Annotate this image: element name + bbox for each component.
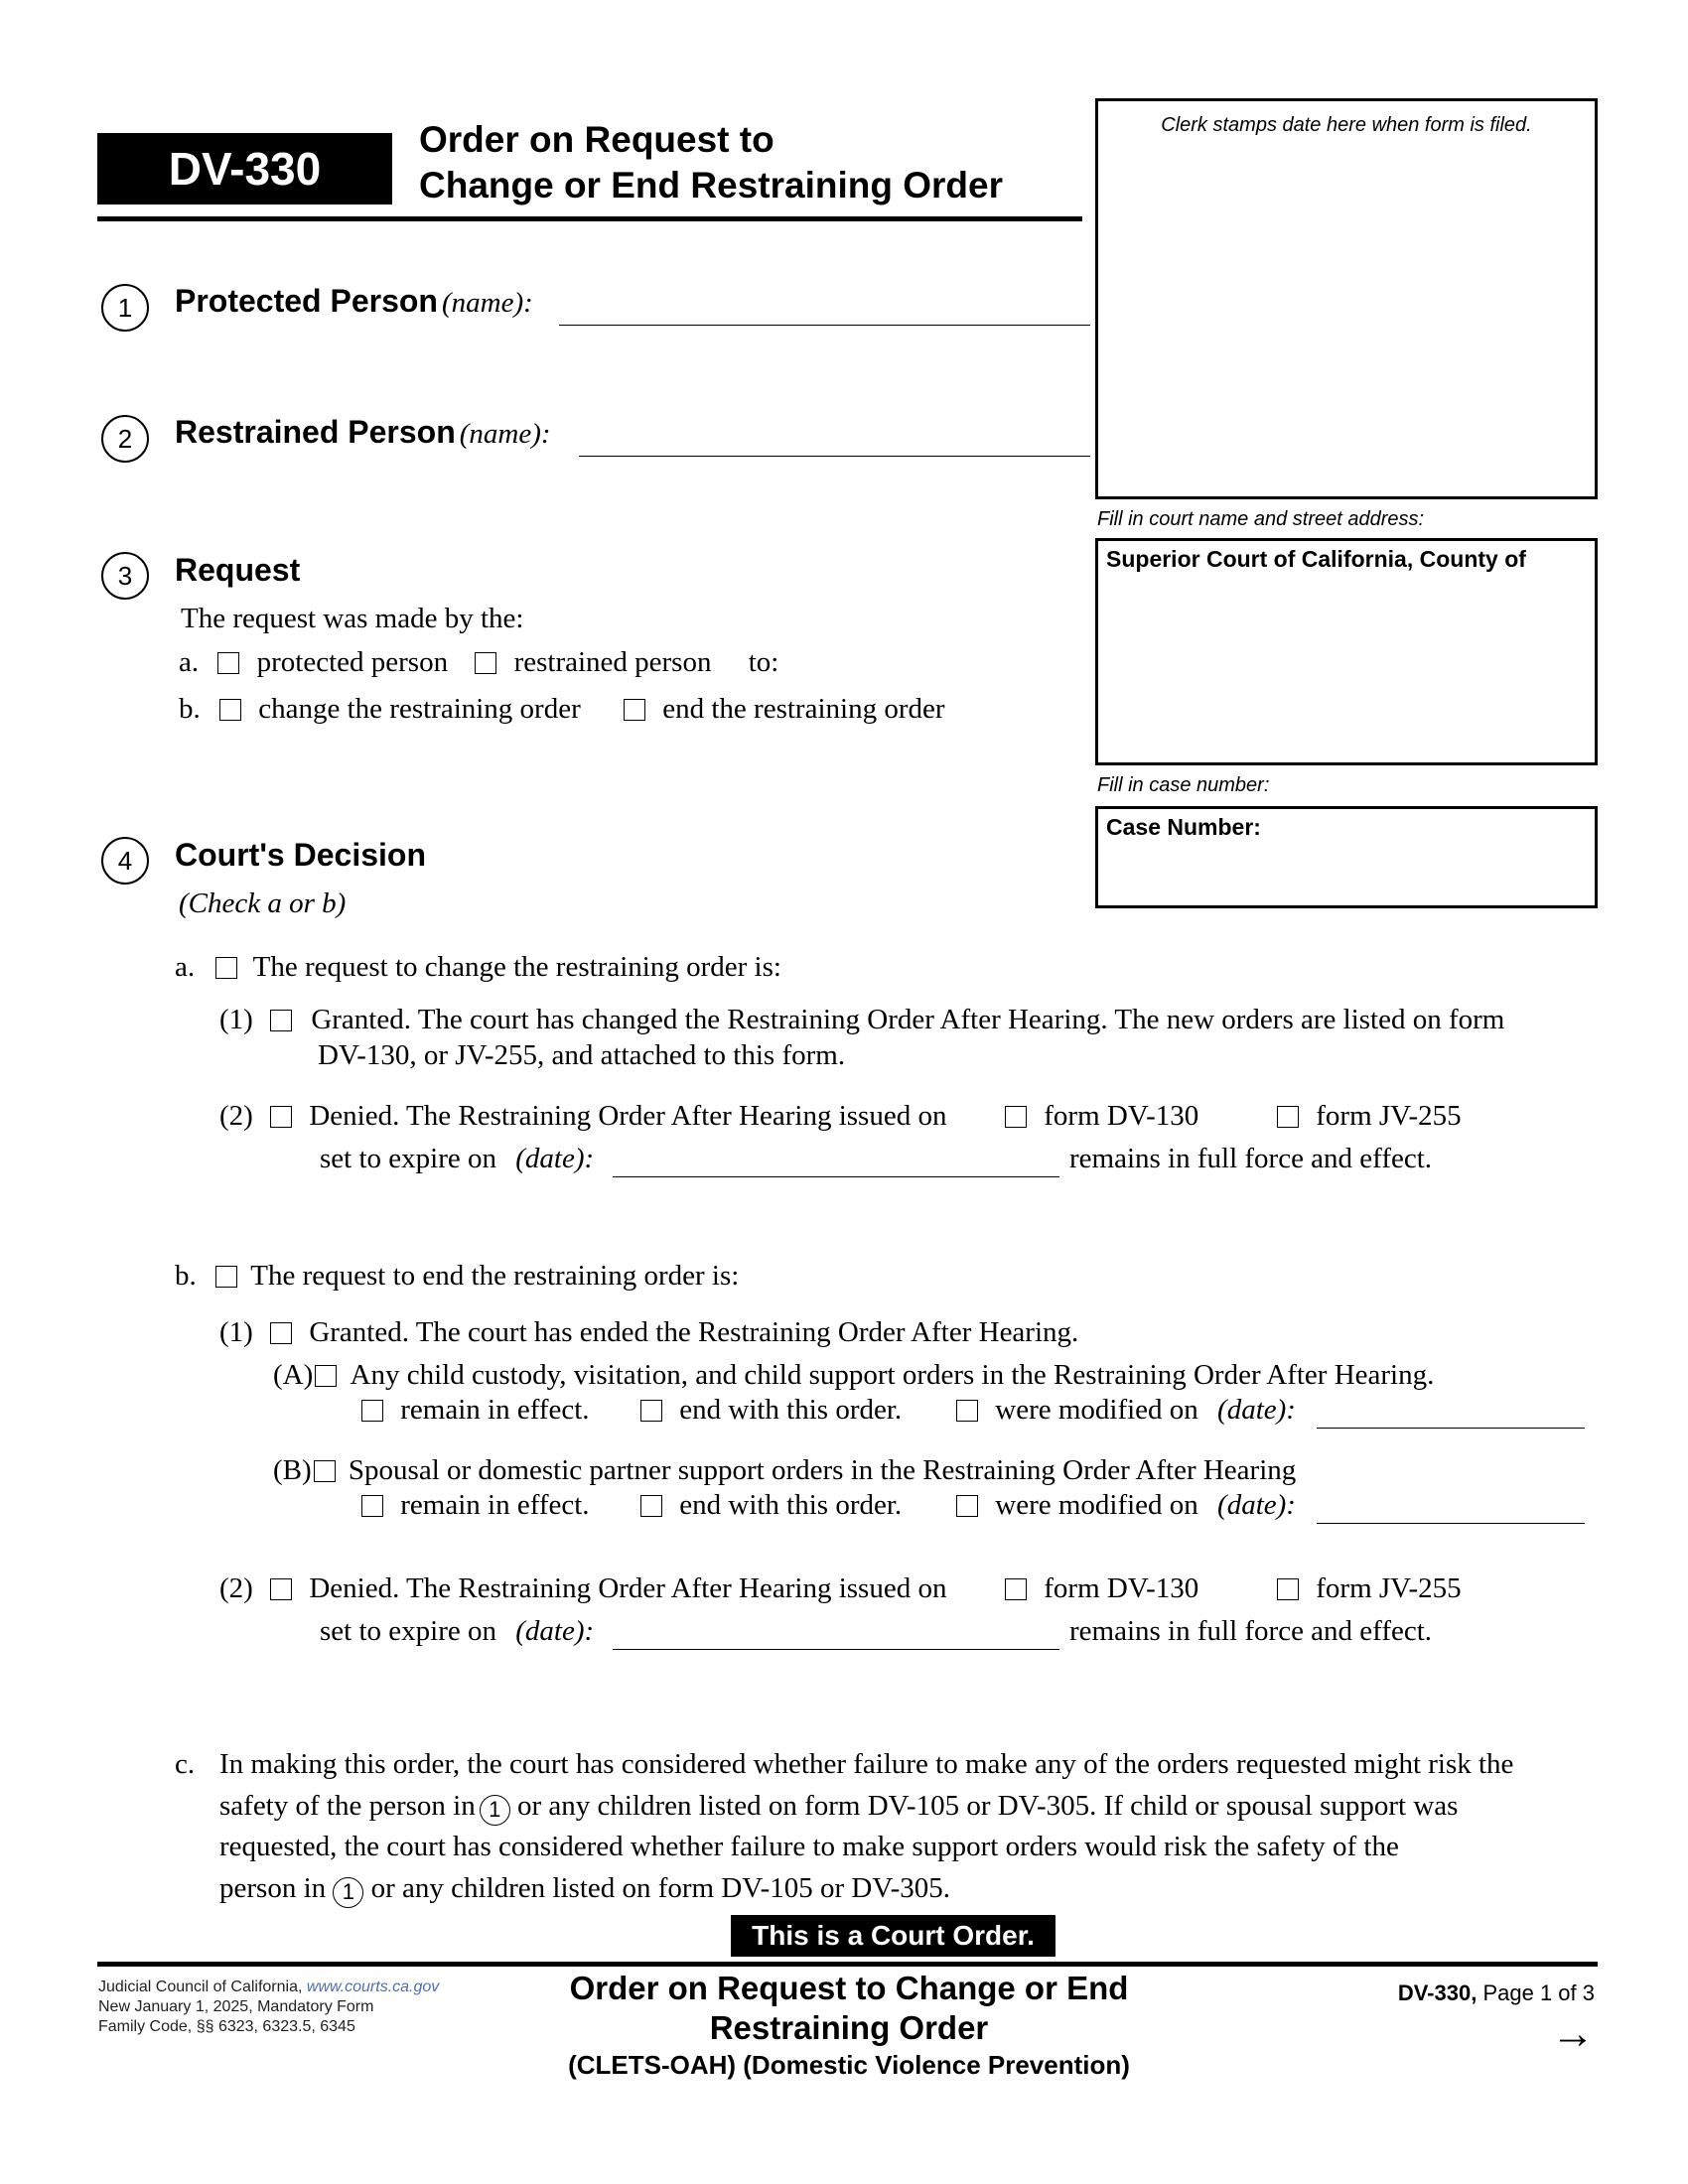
child-end-checkbox[interactable]: [640, 1400, 662, 1422]
spousal-end-option: [640, 1488, 902, 1522]
section-4b1A-label: (A): [273, 1359, 314, 1391]
end-denied-jv255-option: [1277, 1571, 1462, 1605]
footer-rule: [97, 1962, 1598, 1967]
end-order-checkbox[interactable]: [624, 699, 645, 721]
child-remain-checkbox[interactable]: [361, 1400, 383, 1422]
footer-title2: Restraining Order: [709, 2009, 989, 2046]
child-remain-label: remain in effect.: [400, 1394, 590, 1426]
section-3b-letter: b.: [179, 693, 201, 725]
court-order-banner: [731, 1915, 1055, 1957]
section-4-title: Court's Decision: [175, 837, 426, 873]
end-denied-expire-date-field[interactable]: [613, 1649, 1059, 1650]
section-ref-1: 1: [480, 1795, 510, 1826]
section-4b2-num: (2): [219, 1572, 253, 1604]
spousal-end-checkbox[interactable]: [640, 1495, 662, 1517]
end-denied-date-hint: (date):: [515, 1615, 595, 1647]
case-number-box[interactable]: [1095, 806, 1598, 908]
section-4a-letter: a.: [175, 951, 196, 983]
change-granted-line2: DV-130, or JV-255, and attached to this form.: [318, 1039, 846, 1071]
section-3a-letter: a.: [179, 646, 200, 678]
end-granted-checkbox[interactable]: [270, 1322, 292, 1344]
change-denied-jv255-checkbox[interactable]: [1277, 1106, 1299, 1128]
section-4c-letter: c.: [175, 1748, 196, 1780]
form-id: DV-330: [168, 143, 322, 195]
end-denied-jv255-checkbox[interactable]: [1277, 1578, 1299, 1600]
clerk-stamp-box: [1095, 98, 1598, 499]
court-name-box[interactable]: [1095, 538, 1598, 765]
section-4b1B-row: [273, 1453, 1296, 1487]
end-denied-expire-row: [320, 1614, 594, 1648]
section-4b1B-label: (B): [273, 1454, 312, 1486]
section-1-hint: (name):: [441, 287, 533, 319]
section-4c-line1: In making this order, the court has considered whether failure to make any of the orders requested might risk the: [219, 1748, 1514, 1780]
spousal-remain-checkbox[interactable]: [361, 1495, 383, 1517]
change-denied-label: Denied. The Restraining Order After Hearing issued on: [309, 1100, 947, 1132]
end-denied-dv130-label: form DV-130: [1044, 1572, 1199, 1604]
change-denied-dv130-label: form DV-130: [1044, 1100, 1199, 1132]
end-denied-dv130-checkbox[interactable]: [1005, 1578, 1027, 1600]
child-modified-option: [956, 1393, 1296, 1427]
change-granted-checkbox[interactable]: [270, 1010, 292, 1031]
section-4c-line4b: or any children listed on form DV-105 or DV-305.: [370, 1872, 951, 1904]
change-denied-checkbox[interactable]: [270, 1106, 292, 1128]
section-4b-row: [175, 1259, 739, 1293]
section-4c-line2a: safety of the person in: [219, 1790, 476, 1822]
section-4c-line4a: person in: [219, 1872, 327, 1904]
child-modified-date-hint: (date):: [1217, 1394, 1296, 1426]
footer-effective: New January 1, 2025, Mandatory Form: [98, 1998, 374, 2015]
section-ref-1b: 1: [333, 1877, 363, 1908]
section-2-heading: [175, 414, 551, 451]
section-4c-line4: [219, 1871, 950, 1908]
change-denied-dv130-checkbox[interactable]: [1005, 1106, 1027, 1128]
spousal-orders-checkbox[interactable]: [314, 1460, 336, 1482]
end-denied-remains: remains in full force and effect.: [1069, 1615, 1433, 1647]
form-id-badge: [97, 133, 392, 205]
case-number-label: Case Number:: [1106, 814, 1261, 840]
end-request-label: The request to end the restraining order is:: [250, 1260, 740, 1292]
footer-page-num: Page 1 of 3: [1482, 1980, 1595, 2005]
child-orders-text: Any child custody, visitation, and child support orders in the Restraining Order After Hearing.: [350, 1359, 1435, 1391]
form-title-line1: Order on Request to: [419, 119, 774, 160]
change-granted-line1: Granted. The court has changed the Restraining Order After Hearing. The new orders are listed on form: [311, 1004, 1505, 1035]
restrained-person-name-field[interactable]: [579, 456, 1090, 457]
case-box-caption: Fill in case number:: [1097, 774, 1270, 796]
protected-person-label: protected person: [256, 646, 449, 678]
section-4a2-num: (2): [219, 1100, 253, 1132]
section-3-title: Request: [175, 552, 301, 588]
restrained-person-checkbox[interactable]: [475, 652, 496, 674]
spousal-modified-checkbox[interactable]: [956, 1495, 978, 1517]
end-order-label: end the restraining order: [662, 693, 945, 725]
section-4a1-row: [219, 1003, 1504, 1036]
end-denied-checkbox[interactable]: [270, 1578, 292, 1600]
section-1-title: Protected Person: [175, 283, 438, 319]
end-denied-label: Denied. The Restraining Order After Hearing issued on: [309, 1572, 947, 1604]
section-4c-line2: [219, 1789, 1458, 1826]
footer-title-block: [516, 1969, 1182, 2082]
section-4b2-row: [219, 1571, 946, 1605]
child-modified-label: were modified on: [995, 1394, 1198, 1426]
form-title-line2: Change or End Restraining Order: [419, 165, 1003, 205]
section-4b1-row: [219, 1315, 1078, 1349]
change-request-checkbox[interactable]: [215, 957, 237, 979]
change-order-checkbox[interactable]: [219, 699, 241, 721]
footer-page: [1291, 1980, 1595, 2006]
end-denied-jv255-label: form JV-255: [1316, 1572, 1462, 1604]
protected-person-name-field[interactable]: [559, 325, 1090, 326]
spousal-orders-text: Spousal or domestic partner support orders in the Restraining Order After Hearing: [348, 1454, 1297, 1486]
footer-subtitle: (CLETS-OAH) (Domestic Violence Prevention): [568, 2050, 1130, 2080]
header-rule: [97, 216, 1082, 221]
section-4c-line3: requested, the court has considered whether failure to make support orders would risk the safety of the: [219, 1831, 1399, 1862]
end-denied-dv130-option: [1005, 1571, 1198, 1605]
spousal-modified-date-hint: (date):: [1217, 1489, 1296, 1521]
end-request-checkbox[interactable]: [215, 1266, 237, 1288]
section-1-number: 1: [101, 284, 149, 332]
child-modified-checkbox[interactable]: [956, 1400, 978, 1422]
change-denied-dv130-option: [1005, 1099, 1198, 1133]
spousal-modified-option: [956, 1488, 1296, 1522]
child-end-label: end with this order.: [679, 1394, 903, 1426]
footer-council: Judicial Council of California,: [98, 1979, 303, 1995]
change-denied-remains: remains in full force and effect.: [1069, 1143, 1433, 1174]
change-denied-expire-date-field[interactable]: [613, 1176, 1059, 1177]
spousal-modified-date-field[interactable]: [1317, 1523, 1585, 1524]
child-orders-options: [361, 1393, 590, 1427]
section-4b1-num: (1): [219, 1316, 253, 1348]
change-denied-expire-row: [320, 1142, 594, 1175]
section-1-heading: [175, 283, 533, 320]
section-3a-to: to:: [748, 646, 779, 678]
section-4-hint: (Check a or b): [179, 887, 347, 919]
court-name-prefill: Superior Court of California, County of: [1106, 546, 1526, 572]
section-3b-row: [179, 692, 945, 726]
spousal-remain-option: [361, 1488, 590, 1522]
change-denied-jv255-option: [1277, 1099, 1462, 1133]
spousal-modified-label: were modified on: [995, 1489, 1198, 1521]
section-4a1-num: (1): [219, 1004, 253, 1035]
section-2-title: Restrained Person: [175, 414, 456, 450]
change-denied-date-hint: (date):: [515, 1143, 595, 1174]
child-orders-checkbox[interactable]: [315, 1365, 337, 1387]
footer-page-form: DV-330,: [1397, 1980, 1477, 2005]
child-modified-date-field[interactable]: [1317, 1428, 1585, 1429]
footer-title1: Order on Request to Change or End: [569, 1970, 1129, 2006]
section-4-number: 4: [101, 837, 149, 885]
section-3-intro: The request was made by the:: [181, 603, 524, 634]
section-4b-letter: b.: [175, 1260, 197, 1292]
section-4a2-row: [219, 1099, 946, 1133]
end-denied-expire-label: set to expire on: [320, 1615, 496, 1647]
footer-left: [98, 1978, 439, 2037]
section-4b1A-row: [273, 1358, 1434, 1392]
footer-council-line: [98, 1978, 439, 1997]
section-2-number: 2: [101, 415, 149, 463]
change-request-label: The request to change the restraining order is:: [252, 951, 781, 983]
clerk-stamp-label: Clerk stamps date here when form is filed.: [1161, 114, 1532, 136]
restrained-person-label: restrained person: [513, 646, 712, 678]
change-denied-jv255-label: form JV-255: [1316, 1100, 1462, 1132]
section-4c-line2b: or any children listed on form DV-105 or DV-305. If child or spousal support was: [516, 1790, 1459, 1822]
child-end-option: [640, 1393, 902, 1427]
court-box-caption: Fill in court name and street address:: [1097, 508, 1425, 530]
change-order-label: change the restraining order: [258, 693, 581, 725]
footer-code: Family Code, §§ 6323, 6323.5, 6345: [98, 2018, 355, 2035]
spousal-remain-label: remain in effect.: [400, 1489, 590, 1521]
protected-person-checkbox[interactable]: [217, 652, 239, 674]
section-4a-row: [175, 950, 781, 984]
section-3a-row: [179, 645, 778, 679]
end-granted-label: Granted. The court has ended the Restraining Order After Hearing.: [309, 1316, 1079, 1348]
change-denied-expire-label: set to expire on: [320, 1143, 496, 1174]
next-page-arrow-icon[interactable]: →: [1551, 2009, 1595, 2058]
section-2-hint: (name):: [459, 418, 551, 450]
court-order-banner-text: This is a Court Order.: [752, 1920, 1035, 1951]
section-3-number: 3: [101, 552, 149, 600]
spousal-end-label: end with this order.: [679, 1489, 903, 1521]
footer-url[interactable]: www.courts.ca.gov: [306, 1979, 440, 1995]
